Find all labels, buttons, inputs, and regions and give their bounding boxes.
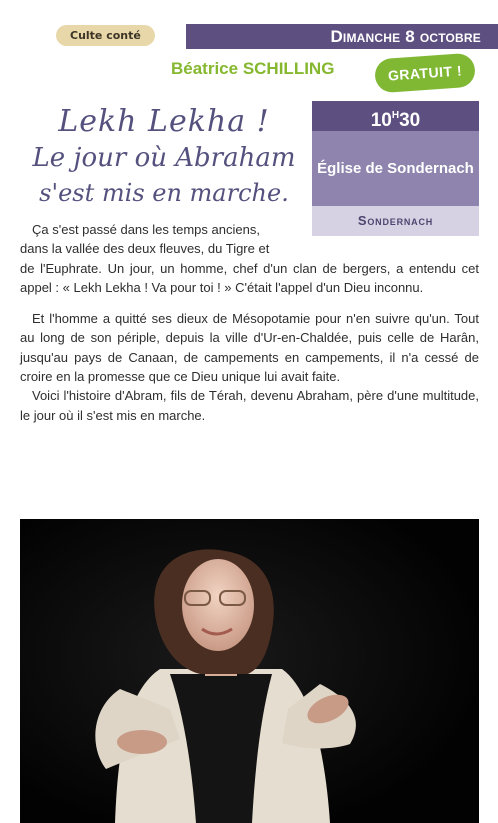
paragraph-3: Voici l'histoire d'Abram, fils de Térah, devenu Abraham, père d'une multitude, le jour où il s'est mis en marche. <box>20 388 479 423</box>
paragraph-1-line-2: dans la vallée des deux fleuves, du Tigre et <box>20 241 270 257</box>
event-town: Sondernach <box>312 206 479 236</box>
event-venue: Église de Sondernach <box>312 131 479 206</box>
event-date-banner: Dimanche 8 octobre <box>186 24 498 49</box>
storyteller-illustration <box>20 519 479 823</box>
storyteller-photo <box>20 519 479 823</box>
event-time <box>312 101 479 131</box>
event-category-tag: Culte conté <box>56 25 155 46</box>
event-info-box <box>312 101 479 236</box>
title-line-1: Lekh Lekha ! <box>58 104 270 139</box>
time-hour: 10 <box>370 110 392 131</box>
title-line-3: s'est mis en marche. <box>39 179 289 207</box>
paragraph-2: Et l'homme a quitté ses dieux de Mésopotamie pour n'en suivre qu'un. Tout au long de son périple, depuis la ville d'Ur-en-Chaldée, puis celle de Harân, jusqu'au pays de Canaan, de campements en campements, il n'a cessé de croire en la promesse que ce Dieu unique lui avait faite. <box>20 311 479 385</box>
time-hour-suffix: H <box>391 110 400 121</box>
paragraph-spacer <box>20 297 479 309</box>
title-line-2: Le jour où Abraham <box>32 143 296 173</box>
free-badge: GRATUIT ! <box>374 53 476 94</box>
time-minutes: 30 <box>399 110 421 131</box>
performer-name: Béatrice SCHILLING <box>171 59 335 78</box>
event-description <box>20 220 479 425</box>
paragraph-1-line-1: Ça s'est passé dans les temps anciens, <box>32 222 260 237</box>
paragraph-1-rest: de l'Euphrate. Un jour, un homme, chef d'un clan de bergers, a entendu cet appel : « Lekh Lekha ! Va pour toi ! » C'était l'appel d'un Dieu inconnu. <box>20 260 479 295</box>
event-title <box>20 104 308 210</box>
